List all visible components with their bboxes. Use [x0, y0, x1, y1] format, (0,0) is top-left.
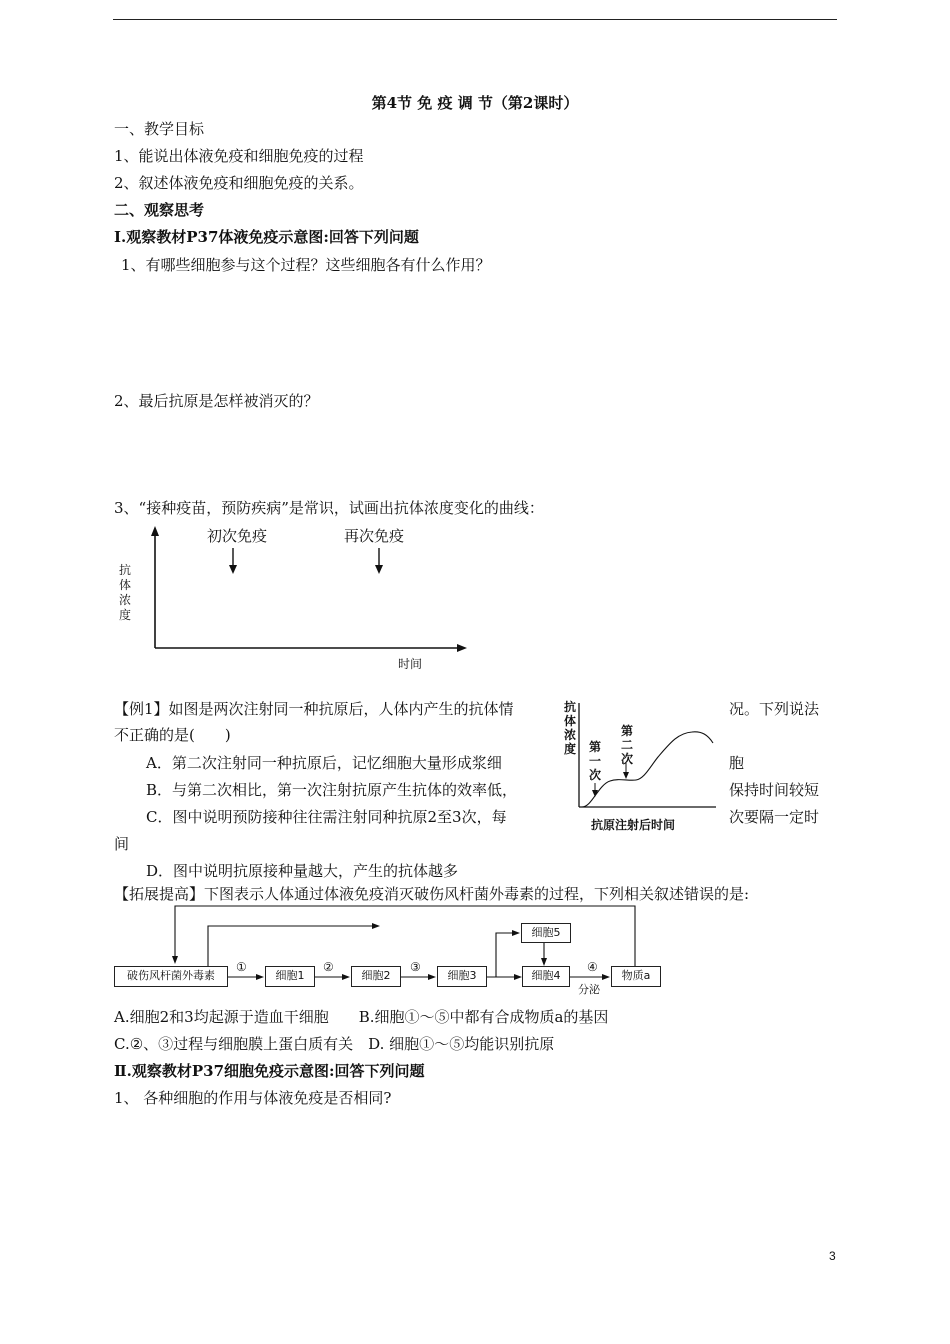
example1-line2: 不正确的是( )	[114, 726, 231, 744]
graph2-xlabel: 抗原注射后时间	[591, 818, 676, 832]
goal-item-2: 2、叙述体液免疫和细胞免疫的关系。	[114, 174, 364, 192]
part2-heading: Ⅱ.观察教材P37细胞免疫示意图:回答下列问题	[114, 1062, 425, 1080]
example1-option-b: B．与第二次相比，第一次注射抗原产生抗体的效率低，	[146, 781, 518, 799]
step-1-label: ①	[236, 960, 247, 974]
step-3-label: ③	[410, 960, 421, 974]
goals-heading: 一、教学目标	[114, 120, 205, 138]
antigen-box: 破伤风杆菌外毒素	[114, 966, 228, 987]
cell2-box: 细胞2	[351, 966, 401, 987]
cell3-box: 细胞3	[437, 966, 487, 987]
observe-heading: 二、观察思考	[114, 201, 205, 219]
example1-option-c: C．图中说明预防接种往往需注射同种抗原2至3次，每	[146, 808, 507, 826]
extension-heading: 【拓展提高】下图表示人体通过体液免疫消灭破伤风杆菌外毒素的过程，下列相关叙述错误的是:	[114, 885, 750, 903]
example1-option-a: A．第二次注射同一种抗原后，记忆细胞大量形成浆细	[146, 754, 502, 772]
antibody-curve-graph	[558, 695, 723, 815]
page-title: 第4节 免 疫 调 节（第2课时）	[371, 94, 579, 112]
header-rule	[113, 19, 837, 20]
graph2-first-injection: 第一次	[588, 740, 601, 782]
question-3: 3、“接种疫苗，预防疾病”是常识，试画出抗体浓度变化的曲线：	[114, 499, 544, 517]
cell5-box: 细胞5	[521, 923, 571, 943]
second-immunization-label: 再次免疫	[344, 527, 405, 545]
part1-heading: Ⅰ.观察教材P37体液免疫示意图:回答下列问题	[114, 228, 419, 246]
question-1: 1、有哪些细胞参与这个过程？这些细胞各有什么作用？	[121, 256, 491, 274]
graph2-ylabel: 抗体浓度	[563, 700, 576, 756]
step-4-label: ④	[587, 960, 598, 974]
part2-question-1: 1、 各种细胞的作用与体液免疫是否相同?	[114, 1089, 392, 1107]
example1-option-c-right: 次要隔一定时	[729, 808, 820, 826]
example1-line1-right: 况。下列说法	[729, 700, 820, 718]
secrete-label: 分泌	[578, 983, 600, 996]
first-immunization-label: 初次免疫	[207, 527, 268, 545]
step-2-label: ②	[323, 960, 334, 974]
extension-options-2: C.②、③过程与细胞膜上蛋白质有关 D. 细胞①～⑤均能识别抗原	[114, 1035, 555, 1053]
graph1-ylabel: 抗体浓度	[118, 563, 131, 622]
example1-option-b-right: 保持时间较短	[729, 781, 820, 799]
example1-option-c-cont: 间	[114, 835, 130, 853]
goal-item-1: 1、能说出体液免疫和细胞免疫的过程	[114, 147, 364, 165]
graph1-xlabel: 时间	[398, 657, 423, 671]
example1-option-d: D．图中说明抗原接种量越大，产生的抗体越多	[146, 862, 459, 880]
graph2-second-injection: 第二次	[620, 724, 633, 766]
example1-line1: 【例1】如图是两次注射同一种抗原后，人体内产生的抗体情	[114, 700, 514, 718]
cell1-box: 细胞1	[265, 966, 315, 987]
example1-option-a-right: 胞	[729, 754, 745, 772]
extension-options-1: A.细胞2和3均起源于造血干细胞 B.细胞①～⑤中都有合成物质a的基因	[114, 1008, 609, 1026]
substance-a-box: 物质a	[611, 966, 661, 987]
antibody-blank-graph	[110, 520, 490, 680]
page-number: 3	[829, 1249, 836, 1263]
question-2: 2、最后抗原是怎样被消灭的？	[114, 392, 319, 410]
cell4-box: 细胞4	[522, 966, 570, 987]
